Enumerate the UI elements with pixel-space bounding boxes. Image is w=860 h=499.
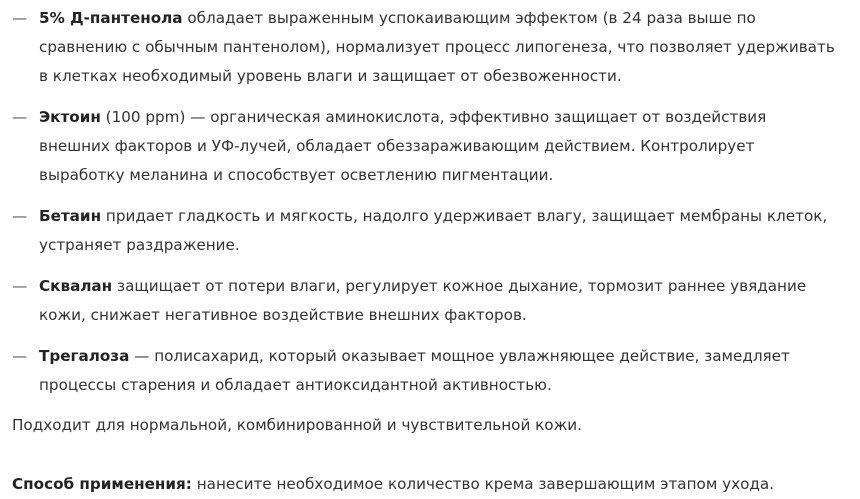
ingredient-description: (100 ppm) — органическая аминокислота, эффективно защищает от воздействия внешних факторов и УФ-лучей, обладает обеззараживающим действием. Контролирует выработку меланина и способствует осветлению пигментации. — [39, 108, 767, 184]
list-dash: — — [12, 207, 28, 225]
ingredient-item-ectoin — [0, 103, 860, 190]
ingredient-name: 5% Д-пантенола — [39, 9, 183, 27]
ingredients-list — [0, 4, 860, 412]
ingredient-name: Трегалоза — [39, 347, 130, 365]
list-dash: — — [12, 9, 28, 27]
ingredient-item-trehalose — [0, 342, 860, 400]
ingredient-item-betaine — [0, 202, 860, 260]
usage-instructions — [12, 470, 774, 499]
ingredient-description: придает гладкость и мягкость, надолго удерживает влагу, защищает мембраны клеток, устраняет раздражение. — [39, 207, 828, 254]
ingredient-item-squalane — [0, 272, 860, 330]
ingredient-item-panthenol — [0, 4, 860, 91]
ingredient-name: Эктоин — [39, 108, 101, 126]
ingredient-name: Сквалан — [39, 277, 113, 295]
ingredient-description: обладает выраженным успокаивающим эффектом (в 24 раза выше по сравнению с обычным пантенолом), нормализует процесс липогенеза, что позволяет удерживать в клетках необходимый уровень влаги и защищает от обезвоженности. — [39, 9, 835, 85]
ingredient-description: — полисахарид, который оказывает мощное увлажняющее действие, замедляет процессы старения и обладает антиоксидантной активностью. — [39, 347, 790, 394]
list-dash: — — [12, 347, 28, 365]
ingredient-name: Бетаин — [39, 207, 102, 225]
ingredient-description: защищает от потери влаги, регулирует кожное дыхание, тормозит раннее увядание кожи, снижает негативное воздействие внешних факторов. — [39, 277, 807, 324]
usage-text: нанесите необходимое количество крема завершающим этапом ухода. — [191, 475, 775, 493]
skin-type-note: Подходит для нормальной, комбинированной и чувствительной кожи. — [12, 416, 582, 434]
usage-label: Способ применения: — [12, 475, 192, 493]
list-dash: — — [12, 108, 28, 126]
list-dash: — — [12, 277, 28, 295]
